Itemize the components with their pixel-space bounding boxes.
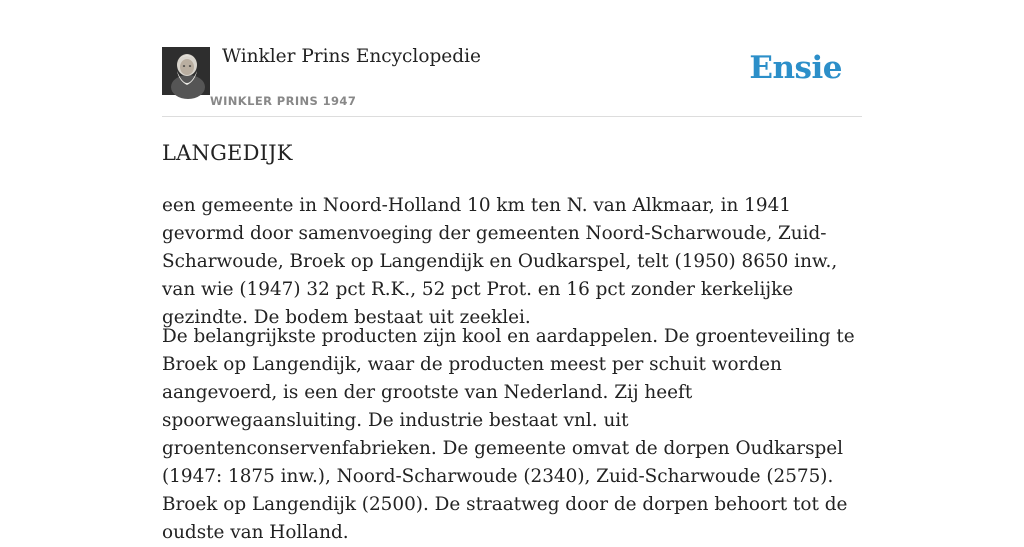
article-paragraph: De belangrijkste producten zijn kool en aardappelen. De groenteveiling te Broek op Langendijk, waar de producten meest per schuit worden aangevoerd, is een der grootste van Nederland. Zij heeft spoorwegaansluiting. De industrie bestaat vnl. uit groentenconservenfabrieken. De gemeente omvat de dorpen Oudkarspel (1947: 1875 inw.), Noord-Scharwoude (2340), Zuid-Scharwoude (2575). Broek op Langendijk (2500). De straatweg door de dorpen behoort tot de oudste van Holland.	[162, 326, 855, 543]
brand-logo[interactable]: Ensie	[749, 50, 842, 86]
bearded-man-portrait-icon	[162, 47, 210, 95]
article-title: LANGEDIJK	[162, 141, 293, 165]
source-header	[162, 0, 862, 117]
page-container	[162, 0, 862, 543]
source-edition: WINKLER PRINS 1947	[210, 94, 357, 108]
article-paragraph: een gemeente in Noord-Holland 10 km ten N. van Alkmaar, in 1941 gevormd door samenvoeging der gemeenten Noord-Scharwoude, Zuid-Scharwoude, Broek op Langendijk en Oudkarspel, telt (1950) 8650 inw., van wie (1947) 32 pct R.K., 52 pct Prot. en 16 pct zonder kerkelijke gezindte. De bodem bestaat uit zeeklei.	[162, 195, 838, 328]
avatar[interactable]	[162, 47, 210, 95]
source-name[interactable]: Winkler Prins Encyclopedie	[222, 46, 481, 67]
